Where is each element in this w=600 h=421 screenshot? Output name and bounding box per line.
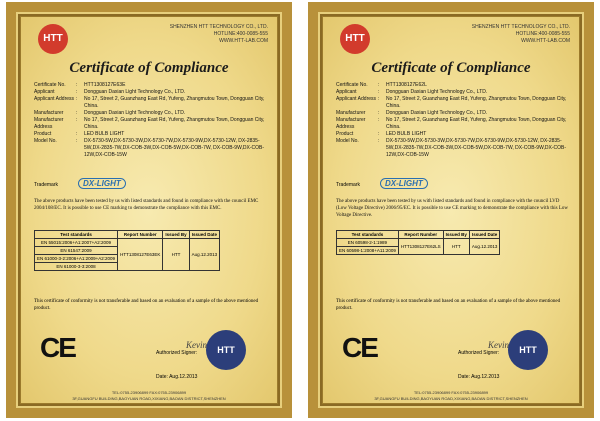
certificate-fields: [34, 82, 272, 159]
company-name: SHENZHEN HTT TECHNOLOGY CO., LTD.: [169, 24, 268, 30]
company-header: [170, 24, 268, 45]
htt-logo: HTT: [38, 24, 68, 54]
company-header: [472, 24, 570, 45]
compliance-paragraph: The above products have been tested by us with listed standards and found in compliance with the council LVD (Low Voltage Directive) 2006/95/EC. It is possible to use CE marking to demonstrate the compliance with this Low Voltage Directive.: [336, 199, 568, 218]
table-row: EN 55015:2006+A1:2007+A2:2009 HTT1308127E63EK HTT Aug.12.2013: [35, 239, 220, 247]
table-header-row: Test standards Report Number Issued By Issued Date: [337, 231, 500, 239]
standards-table: [336, 230, 500, 255]
trademark-label: Trademark: [336, 182, 360, 188]
field-model: Model No. : DX-5730-5W,DX-5730-3W,DX-5730-7W,DX-5730-9W,DX-5730-12W, DX-2835-5W,DX-2835-7W,DX-COB-3W,DX-COB-5W,DX-COB-7W, DX-COB-9W,DX-COB-12W,DX-COB-15W: [336, 138, 567, 158]
table-row: EN 60598-1:2008+A11:2009: [337, 247, 500, 255]
field-applicant-address: Applicant Address : No 17, Street 2, Guanzhang East Rd, Yufeng, Zhangmutou Town, Dongguan City, China.: [336, 96, 567, 109]
htt-logo: HTT: [340, 24, 370, 54]
field-manufacturer: Manufacturer : Dongguan Daxian Light Technology Co., LTD.: [34, 110, 186, 116]
table-header-row: Test standards Report Number Issued By Issued Date: [35, 231, 220, 239]
website: WWW.HTT-LAB.COM: [521, 38, 570, 44]
date-line: Date: Aug.12.2013: [156, 374, 198, 380]
conformity-note: This certificate of conformity is not transferable and based on an evaluation of a sample of the above mentioned product.: [34, 299, 259, 311]
signature: Kevin: [488, 340, 509, 350]
field-model: Model No. : DX-5730-5W,DX-5730-3W,DX-5730-7W,DX-5730-9W,DX-5730-12W, DX-2835-5W,DX-2835-7W,DX-COB-3W,DX-COB-5W,DX-COB-7W, DX-COB-9W,DX-COB-12W,DX-COB-15W: [34, 138, 265, 158]
field-applicant-address: Applicant Address : No 17, Street 2, Guanzhang East Rd, Yufeng, Zhangmutou Town, Dongguan City, China.: [34, 96, 265, 109]
compliance-paragraph: The above products have been tested by us with listed standards and found in compliance with the council EMC 2004/108/EC. It is possible to use CE marking to demonstrate the compliance with this EMC.: [34, 199, 259, 211]
htt-seal: HTT: [206, 330, 246, 370]
authorized-signer-label: Authorized Signer:: [458, 350, 500, 356]
field-applicant: Applicant : Dongguan Daxian Light Technology Co., LTD.: [34, 89, 186, 95]
footer: TEL:0755-23906899 FAX:0755-23906899 3F,GUANGFU BUILDING,BAOYUAN ROAD,XIXIANG,BAOAN DISTRICT,SHENZHEN: [374, 390, 528, 401]
website: WWW.HTT-LAB.COM: [219, 38, 268, 44]
authorized-signer-label: Authorized Signer:: [156, 350, 198, 356]
ce-mark: CE: [342, 332, 377, 363]
field-cert-no: Certificate No. : HTT1308127E62L: [336, 82, 427, 88]
company-name: SHENZHEN HTT TECHNOLOGY CO., LTD.: [471, 24, 570, 30]
field-cert-no: Certificate No. : HTT1308127E63E: [34, 82, 126, 88]
field-product: Product : LED BULB LIGHT: [34, 131, 125, 137]
signature: Kevin: [186, 340, 207, 350]
field-manufacturer-address: Manufacturer Address : No 17, Street 2, Guanzhang East Rd, Yufeng, Zhangmutou Town, Dongguan City, China.: [34, 117, 265, 130]
certificate-title: Certificate of Compliance: [69, 60, 229, 76]
table-row: EN 61547:2009: [35, 247, 220, 255]
standards-table: [34, 230, 220, 271]
hotline: HOTLINE:400-0085-555: [515, 31, 570, 37]
table-row: EN 60598-2-1:1989 HTT1308127E62LS HTT Aug.12.2013: [337, 239, 500, 247]
date-line: Date: Aug.12.2013: [458, 374, 500, 380]
field-manufacturer: Manufacturer : Dongguan Daxian Light Technology Co., LTD.: [336, 110, 488, 116]
trademark-label: Trademark: [34, 182, 58, 188]
field-manufacturer-address: Manufacturer Address : No 17, Street 2, Guanzhang East Rd, Yufeng, Zhangmutou Town, Dongguan City, China.: [336, 117, 567, 130]
htt-seal: HTT: [508, 330, 548, 370]
table-row: EN 61000-3-2:2006+A1:2009+A2:2009: [35, 255, 220, 263]
certificate-fields: [336, 82, 574, 159]
footer: TEL:0755-23906899 FAX:0755-23906899 3F,GUANGFU BUILDING,BAOYUAN ROAD,XIXIANG,BAOAN DISTRICT,SHENZHEN: [72, 390, 226, 401]
conformity-note: This certificate of conformity is not transferable and based on an evaluation of a sample of the above mentioned product.: [336, 299, 561, 311]
hotline: HOTLINE:400-0085-555: [213, 31, 268, 37]
certificate-title: Certificate of Compliance: [371, 60, 531, 76]
certificate-lvd: [308, 2, 594, 418]
ce-mark: CE: [40, 332, 75, 363]
table-row: EN 61000-3-3:2008: [35, 263, 220, 271]
trademark-logo: DX-LIGHT: [78, 178, 126, 189]
trademark-logo: DX-LIGHT: [380, 178, 428, 189]
field-product: Product : LED BULB LIGHT: [336, 131, 427, 137]
certificate-emc: [6, 2, 292, 418]
field-applicant: Applicant : Dongguan Daxian Light Technology Co., LTD.: [336, 89, 488, 95]
